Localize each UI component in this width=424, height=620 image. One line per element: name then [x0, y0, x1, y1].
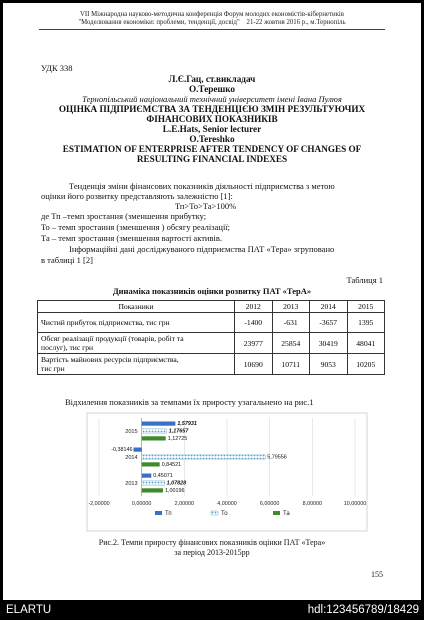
table-row [38, 354, 385, 375]
table-label: Таблиця 1 [346, 275, 383, 285]
table-row-name [38, 313, 235, 333]
table-cell: 30419 [310, 333, 348, 354]
x-tick-label: 10,00000 [343, 501, 367, 507]
table-header-row [38, 301, 385, 313]
table-row-name [38, 354, 235, 375]
x-tick-label: 6,00000 [259, 501, 280, 507]
author-2: О.Терешко [188, 84, 235, 94]
table-cell: 10205 [347, 354, 385, 375]
table-cell: -631 [272, 313, 310, 333]
row-name-text: послуг), тис грн [41, 343, 94, 352]
bar-то [142, 481, 165, 485]
definition-ta: Та – темп зростання (зменшення вартості активів. [41, 233, 222, 243]
table-cell: 10711 [272, 354, 310, 375]
bar-та [142, 488, 163, 492]
title-en-line-2: RESULTING FINANCIAL INDEXES [136, 154, 288, 164]
row-name-text: Чистий прибуток підприємства, тис грн [41, 318, 170, 327]
footer-handle-text: hdl:123456789/18429 [307, 604, 419, 616]
affiliation: Тернопільський національний технічний університет імені Івана Пулюя [82, 94, 342, 104]
table-row [38, 313, 385, 333]
table-title: Динаміка показників оцінки розвитку ПАТ «ТерА» [112, 286, 312, 296]
header-rule [39, 29, 385, 30]
data-label: 1,12725 [167, 436, 188, 442]
page-number: 155 [371, 570, 383, 579]
data-label: 1,07828 [166, 480, 187, 487]
bar-то [142, 429, 167, 433]
x-tick-label: 8,00000 [302, 501, 323, 507]
x-tick-label: 4,00000 [217, 501, 237, 507]
formula: Тп>То>Та>100% [175, 201, 237, 211]
title-ua-line-2: ФІНАНСОВИХ ПОКАЗНИКІВ [146, 114, 278, 124]
data-label: -0,38146 [111, 447, 133, 454]
conference-header [3, 11, 421, 27]
data-table [37, 300, 385, 375]
viewer-footer [0, 600, 424, 620]
author-1: Л.Є.Гац, ст.викладач [168, 74, 256, 84]
bar-chart [85, 412, 369, 532]
table-cell: 1395 [347, 313, 385, 333]
paragraph-1-line-1: Тенденція зміни фінансових показників діяльності підприємства з метою [69, 181, 335, 191]
table-cell: 9053 [310, 354, 348, 375]
figure-caption-line-1: Рис.2. Темпи приросту фінансових показників оцінки ПАТ «Тера» [98, 538, 326, 547]
x-tick-label: 2,00000 [174, 501, 195, 507]
legend-label: Тп [165, 511, 172, 517]
x-tick-label: -2,00000 [88, 501, 110, 507]
x-tick-label: 0,00000 [131, 501, 152, 507]
chart-intro-text: Відхилення показників за темпами їх приросту узагальнено на рис.1 [65, 397, 314, 407]
paragraph-2-line-1: Інформаційні дані досліджуваного підприємства ПАТ «Тера» згруповано [69, 244, 335, 254]
data-label: 1,00196 [165, 488, 185, 494]
document-page [3, 3, 421, 600]
footer-left-text: ELARTU [6, 604, 52, 616]
data-label: 5,79556 [267, 454, 287, 461]
legend-label: То [221, 511, 228, 517]
table-cell: -3657 [310, 313, 348, 333]
bar-тп [134, 448, 142, 452]
table-cell: 23977 [235, 333, 273, 354]
table-header-cell: 2013 [272, 301, 310, 313]
title-en-line-1: ESTIMATION OF ENTERPRISE AFTER TENDENCY OF CHANGES OF [62, 144, 362, 154]
bar-то [142, 455, 266, 459]
header-line-1: VII Міжнародна науково-методична конференція Форум молодих економістів-кібернетиків [79, 11, 345, 18]
row-name-text: Вартість майнових ресурсів підприємства, [41, 355, 179, 364]
category-label: 2013 [125, 481, 138, 487]
data-label: 0,45071 [153, 473, 173, 480]
bar-тп [142, 422, 176, 426]
legend-label: Та [283, 511, 290, 517]
bar-та [142, 462, 160, 466]
table-cell: 25854 [272, 333, 310, 354]
table-cell: 48041 [347, 333, 385, 354]
table-row [38, 333, 385, 354]
data-label: 0,84521 [161, 462, 182, 468]
header-line-2: "Моделювання економіки: проблеми, тенденції, досвід" 21-22 жовтня 2016 р., м.Тернопіль [78, 19, 346, 26]
row-name-text: тис грн [41, 364, 65, 373]
category-label: 2014 [125, 455, 138, 461]
table-row-name [38, 333, 235, 354]
table-header-cell: 2015 [347, 301, 385, 313]
table-cell: -1400 [235, 313, 273, 333]
paragraph-2-line-2: в таблиці 1 [2] [41, 255, 93, 265]
paragraph-1-line-2: оцінки його розвитку представляють залежністю [1]: [41, 191, 233, 201]
category-label: 2015 [125, 429, 138, 435]
bar-тп [142, 474, 152, 478]
legend-swatch [273, 511, 280, 515]
definition-to: То – темп зростання (зменшення ) обсягу реалізації; [41, 222, 231, 232]
table-header-cell: 2012 [235, 301, 273, 313]
bar-та [142, 436, 166, 440]
legend-swatch [211, 511, 218, 515]
data-label: 1,57931 [177, 421, 197, 428]
definition-tp: де Тп –темп зростання (зменшення прибутку; [41, 211, 207, 221]
figure-caption-line-2: за період 2013-2015рр [174, 548, 250, 557]
chart-container [85, 412, 369, 537]
table-cell: 10690 [235, 354, 273, 375]
legend-swatch [155, 511, 162, 515]
table-header-cell: Показники [38, 301, 235, 313]
row-name-text: Обсяг реалізації продукції (товарів, робіт та [41, 334, 184, 343]
udk-code: УДК 338 [41, 63, 73, 73]
table-header-cell: 2014 [310, 301, 348, 313]
data-label: 1,17657 [168, 428, 189, 435]
title-ua-line-1: ОЦІНКА ПІДПРИЄМСТВА ЗА ТЕНДЕНЦІЄЮ ЗМІН РЕЗУЛЬТУЮЧИХ [58, 104, 366, 114]
author-en-2: O.Tereshko [189, 134, 235, 144]
author-en-1: L.E.Hats, Senior lecturer [162, 124, 262, 134]
